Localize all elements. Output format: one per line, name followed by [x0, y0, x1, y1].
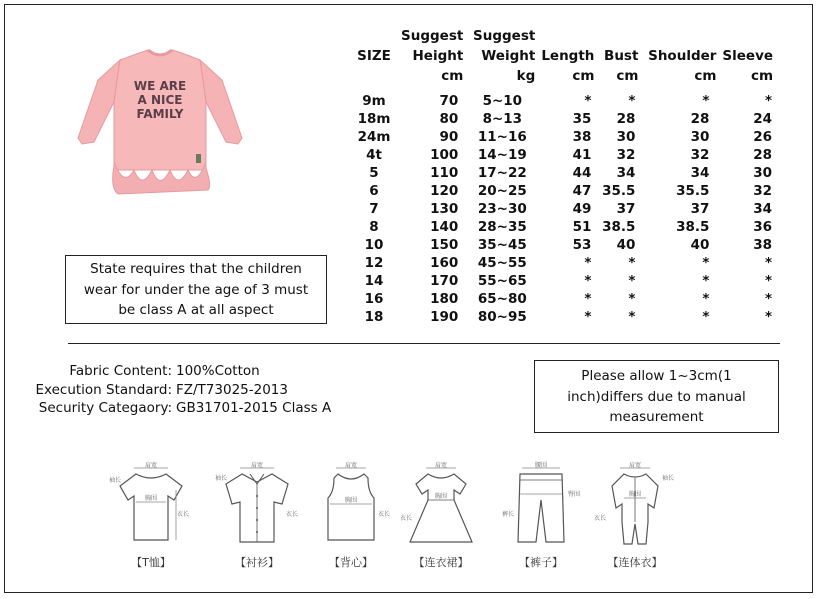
- size-cell: 32: [753, 183, 773, 199]
- size-cell: *: [764, 291, 773, 307]
- product-shirt-image: [72, 38, 247, 198]
- garment-dress: [396, 460, 486, 575]
- allowance-line: inch)differs due to manual: [567, 388, 746, 405]
- sleeve-term: 袖长: [661, 475, 675, 482]
- size-cell: *: [702, 291, 710, 307]
- size-cell: 140: [430, 219, 459, 235]
- waist-term: 腰围: [534, 462, 548, 469]
- size-cell: 32: [616, 147, 636, 163]
- size-cell: 51: [572, 219, 592, 235]
- size-cell: 35: [572, 111, 592, 127]
- hip-term: 臀围: [567, 491, 581, 498]
- shoulder-term: 肩宽: [344, 462, 358, 469]
- size-cell: 7: [369, 201, 379, 217]
- size-cell: 120: [430, 183, 459, 199]
- security-label: Security Categaory:: [38, 400, 172, 416]
- size-row: [350, 146, 776, 164]
- size-cell: 28: [753, 147, 773, 163]
- size-cell: 49: [572, 201, 592, 217]
- bust-term: 胸围: [344, 497, 358, 504]
- size-cell: 41: [572, 147, 592, 163]
- bust-term: 胸围: [434, 493, 448, 500]
- shirt-icon: [212, 460, 302, 552]
- shirt-print-line-1: WE ARE: [133, 79, 187, 93]
- size-cell: 90: [439, 129, 459, 145]
- garment-romper: [590, 460, 680, 575]
- dress-icon: [396, 460, 486, 552]
- garment-shirt: [212, 460, 302, 575]
- size-cell: 8~13: [482, 111, 523, 127]
- size-cell: 40: [690, 237, 710, 253]
- size-cell: 150: [430, 237, 459, 253]
- size-cell: 23~30: [477, 201, 527, 217]
- security-row: [0, 399, 331, 418]
- size-row: [350, 254, 776, 272]
- shoulder-term: 肩宽: [144, 462, 158, 469]
- size-cell: 38: [753, 237, 773, 253]
- size-cell: 34: [690, 165, 710, 181]
- measurement-allowance-note: [534, 360, 779, 433]
- size-cell: 36: [753, 219, 773, 235]
- size-cell: 8: [369, 219, 379, 235]
- size-cell: *: [628, 255, 636, 271]
- pants-icon: [496, 460, 586, 552]
- size-cell: 6: [369, 183, 379, 199]
- size-cell: *: [702, 93, 710, 109]
- size-cell: 45~55: [477, 255, 527, 271]
- size-row: [350, 218, 776, 236]
- execution-row: [0, 381, 331, 400]
- size-cell: 35.5: [676, 183, 710, 199]
- size-cell: 35~45: [477, 237, 527, 253]
- garment-label: 【背心】: [329, 556, 373, 569]
- size-table-body: [350, 86, 776, 326]
- garment-label: 【衬衫】: [235, 556, 279, 569]
- security-value: GB31701-2015 Class A: [176, 400, 332, 416]
- size-cell: 65~80: [477, 291, 527, 307]
- garment-label: 【连体衣】: [607, 556, 663, 569]
- size-cell: 80: [439, 111, 459, 127]
- size-cell: 26: [753, 129, 773, 145]
- execution-value: FZ/T73025-2013: [176, 381, 288, 398]
- size-cell: *: [702, 309, 710, 325]
- size-cell: 30: [616, 129, 636, 145]
- size-row: [350, 164, 776, 182]
- sleeve-term: 袖长: [214, 475, 228, 482]
- notice-line: State requires that the children: [90, 261, 302, 277]
- size-cell: 5~10: [482, 93, 523, 109]
- garment-label: 【T恤】: [131, 556, 171, 569]
- size-cell: 40: [616, 237, 636, 253]
- size-cell: *: [584, 309, 592, 325]
- header-length: Length cm: [541, 48, 595, 84]
- tshirt-icon: [106, 460, 196, 552]
- romper-icon: [590, 460, 680, 552]
- length-term: 衣长: [399, 515, 413, 522]
- length-term: 衣长: [285, 511, 299, 518]
- size-cell: 16: [364, 291, 384, 307]
- size-row: [350, 128, 776, 146]
- allowance-line: measurement: [609, 409, 704, 425]
- garment-pants: [496, 460, 586, 575]
- size-cell: 14~19: [477, 147, 527, 163]
- notice-line: be class A at all aspect: [118, 302, 274, 318]
- size-cell: *: [764, 255, 773, 271]
- header-weight: Suggest Weight kg: [473, 28, 536, 84]
- size-cell: 11~16: [477, 129, 527, 145]
- size-cell: 160: [430, 255, 459, 271]
- header-shoulder: Shoulder cm: [648, 48, 717, 84]
- size-row: [350, 200, 776, 218]
- size-cell: *: [764, 309, 773, 325]
- size-cell: 170: [430, 273, 459, 289]
- size-cell: 35.5: [602, 183, 636, 199]
- size-row: [350, 110, 776, 128]
- size-cell: 100: [430, 147, 459, 163]
- size-cell: 44: [572, 165, 592, 181]
- shirt-print-line-3: FAMILY: [136, 107, 184, 121]
- size-cell: *: [584, 255, 592, 271]
- header-height: Suggest Height cm: [401, 28, 464, 84]
- size-cell: 24: [753, 111, 773, 127]
- size-row: [350, 182, 776, 200]
- size-cell: 34: [753, 201, 773, 217]
- sleeve-term: 袖长: [108, 477, 122, 484]
- size-cell: 18: [364, 309, 384, 325]
- size-row: [350, 272, 776, 290]
- size-cell: 24m: [357, 129, 391, 145]
- header-size: SIZE: [357, 48, 391, 64]
- size-cell: 37: [616, 201, 636, 217]
- length-term: 衣长: [377, 511, 391, 518]
- size-cell: 20~25: [477, 183, 527, 199]
- size-cell: 180: [430, 291, 459, 307]
- size-cell: *: [584, 93, 592, 109]
- size-cell: 37: [690, 201, 710, 217]
- execution-label: Execution Standard:: [35, 381, 172, 398]
- size-cell: 30: [753, 165, 773, 181]
- size-row: [350, 290, 776, 308]
- fabric-info: [0, 362, 331, 418]
- shirt-print-line-2: A NICE: [137, 93, 183, 107]
- section-divider: [68, 343, 780, 344]
- size-cell: *: [702, 255, 710, 271]
- garment-tshirt: [106, 460, 196, 575]
- length-term: 衣长: [176, 511, 190, 518]
- size-cell: 17~22: [477, 165, 527, 181]
- header-sleeve: Sleeve cm: [722, 48, 774, 84]
- size-cell: 5: [369, 165, 379, 181]
- vest-icon: [306, 460, 396, 552]
- size-cell: 53: [572, 237, 592, 253]
- size-cell: *: [628, 273, 636, 289]
- fabric-label: Fabric Content:: [69, 363, 172, 379]
- size-cell: *: [628, 291, 636, 307]
- size-cell: 80~95: [477, 309, 527, 325]
- size-cell: 47: [572, 183, 592, 199]
- size-cell: *: [584, 291, 592, 307]
- size-cell: 55~65: [477, 273, 527, 289]
- size-row: [350, 236, 776, 254]
- size-cell: 38.5: [602, 219, 636, 235]
- size-cell: *: [764, 93, 773, 109]
- fabric-row: [0, 362, 331, 381]
- size-cell: *: [628, 93, 636, 109]
- bust-term: 胸围: [144, 495, 158, 502]
- size-cell: 38: [572, 129, 592, 145]
- fabric-value: 100%Cotton: [176, 363, 260, 379]
- pants-length-term: 裤长: [501, 511, 515, 518]
- size-row: [350, 86, 776, 110]
- size-cell: 190: [430, 309, 459, 325]
- age-regulation-notice: [65, 255, 327, 324]
- size-cell: 30: [690, 129, 710, 145]
- size-cell: 12: [364, 255, 384, 271]
- size-cell: *: [628, 309, 636, 325]
- bust-term: 胸围: [628, 491, 642, 498]
- size-cell: 28: [616, 111, 636, 127]
- size-cell: 9m: [362, 93, 386, 109]
- size-row: [350, 308, 776, 326]
- size-cell: 130: [430, 201, 459, 217]
- size-cell: 38.5: [676, 219, 710, 235]
- size-cell: 28~35: [477, 219, 527, 235]
- shoulder-term: 肩宽: [628, 462, 642, 469]
- size-cell: 32: [690, 147, 710, 163]
- notice-line: wear for under the age of 3 must: [83, 281, 309, 298]
- shoulder-term: 肩宽: [250, 462, 264, 469]
- garment-vest: [306, 460, 396, 575]
- size-cell: *: [702, 273, 710, 289]
- size-cell: *: [584, 273, 592, 289]
- size-cell: 28: [690, 111, 710, 127]
- header-bust: Bust cm: [604, 48, 639, 84]
- shirt-illustration: [72, 38, 247, 198]
- garment-label: 【裤子】: [519, 556, 563, 569]
- garment-label: 【连衣裙】: [413, 556, 469, 569]
- size-cell: 14: [364, 273, 384, 289]
- size-cell: 110: [430, 165, 459, 181]
- size-cell: 18m: [357, 111, 391, 127]
- size-cell: 70: [439, 93, 459, 109]
- allowance-line: Please allow 1~3cm(1: [581, 368, 732, 384]
- size-chart-table: [350, 26, 776, 326]
- size-cell: *: [764, 273, 773, 289]
- size-table-header: [350, 26, 776, 86]
- size-cell: 4t: [366, 147, 382, 163]
- shoulder-term: 肩宽: [434, 462, 448, 469]
- size-cell: 34: [616, 165, 636, 181]
- size-cell: 10: [364, 237, 384, 253]
- length-term: 衣长: [593, 515, 607, 522]
